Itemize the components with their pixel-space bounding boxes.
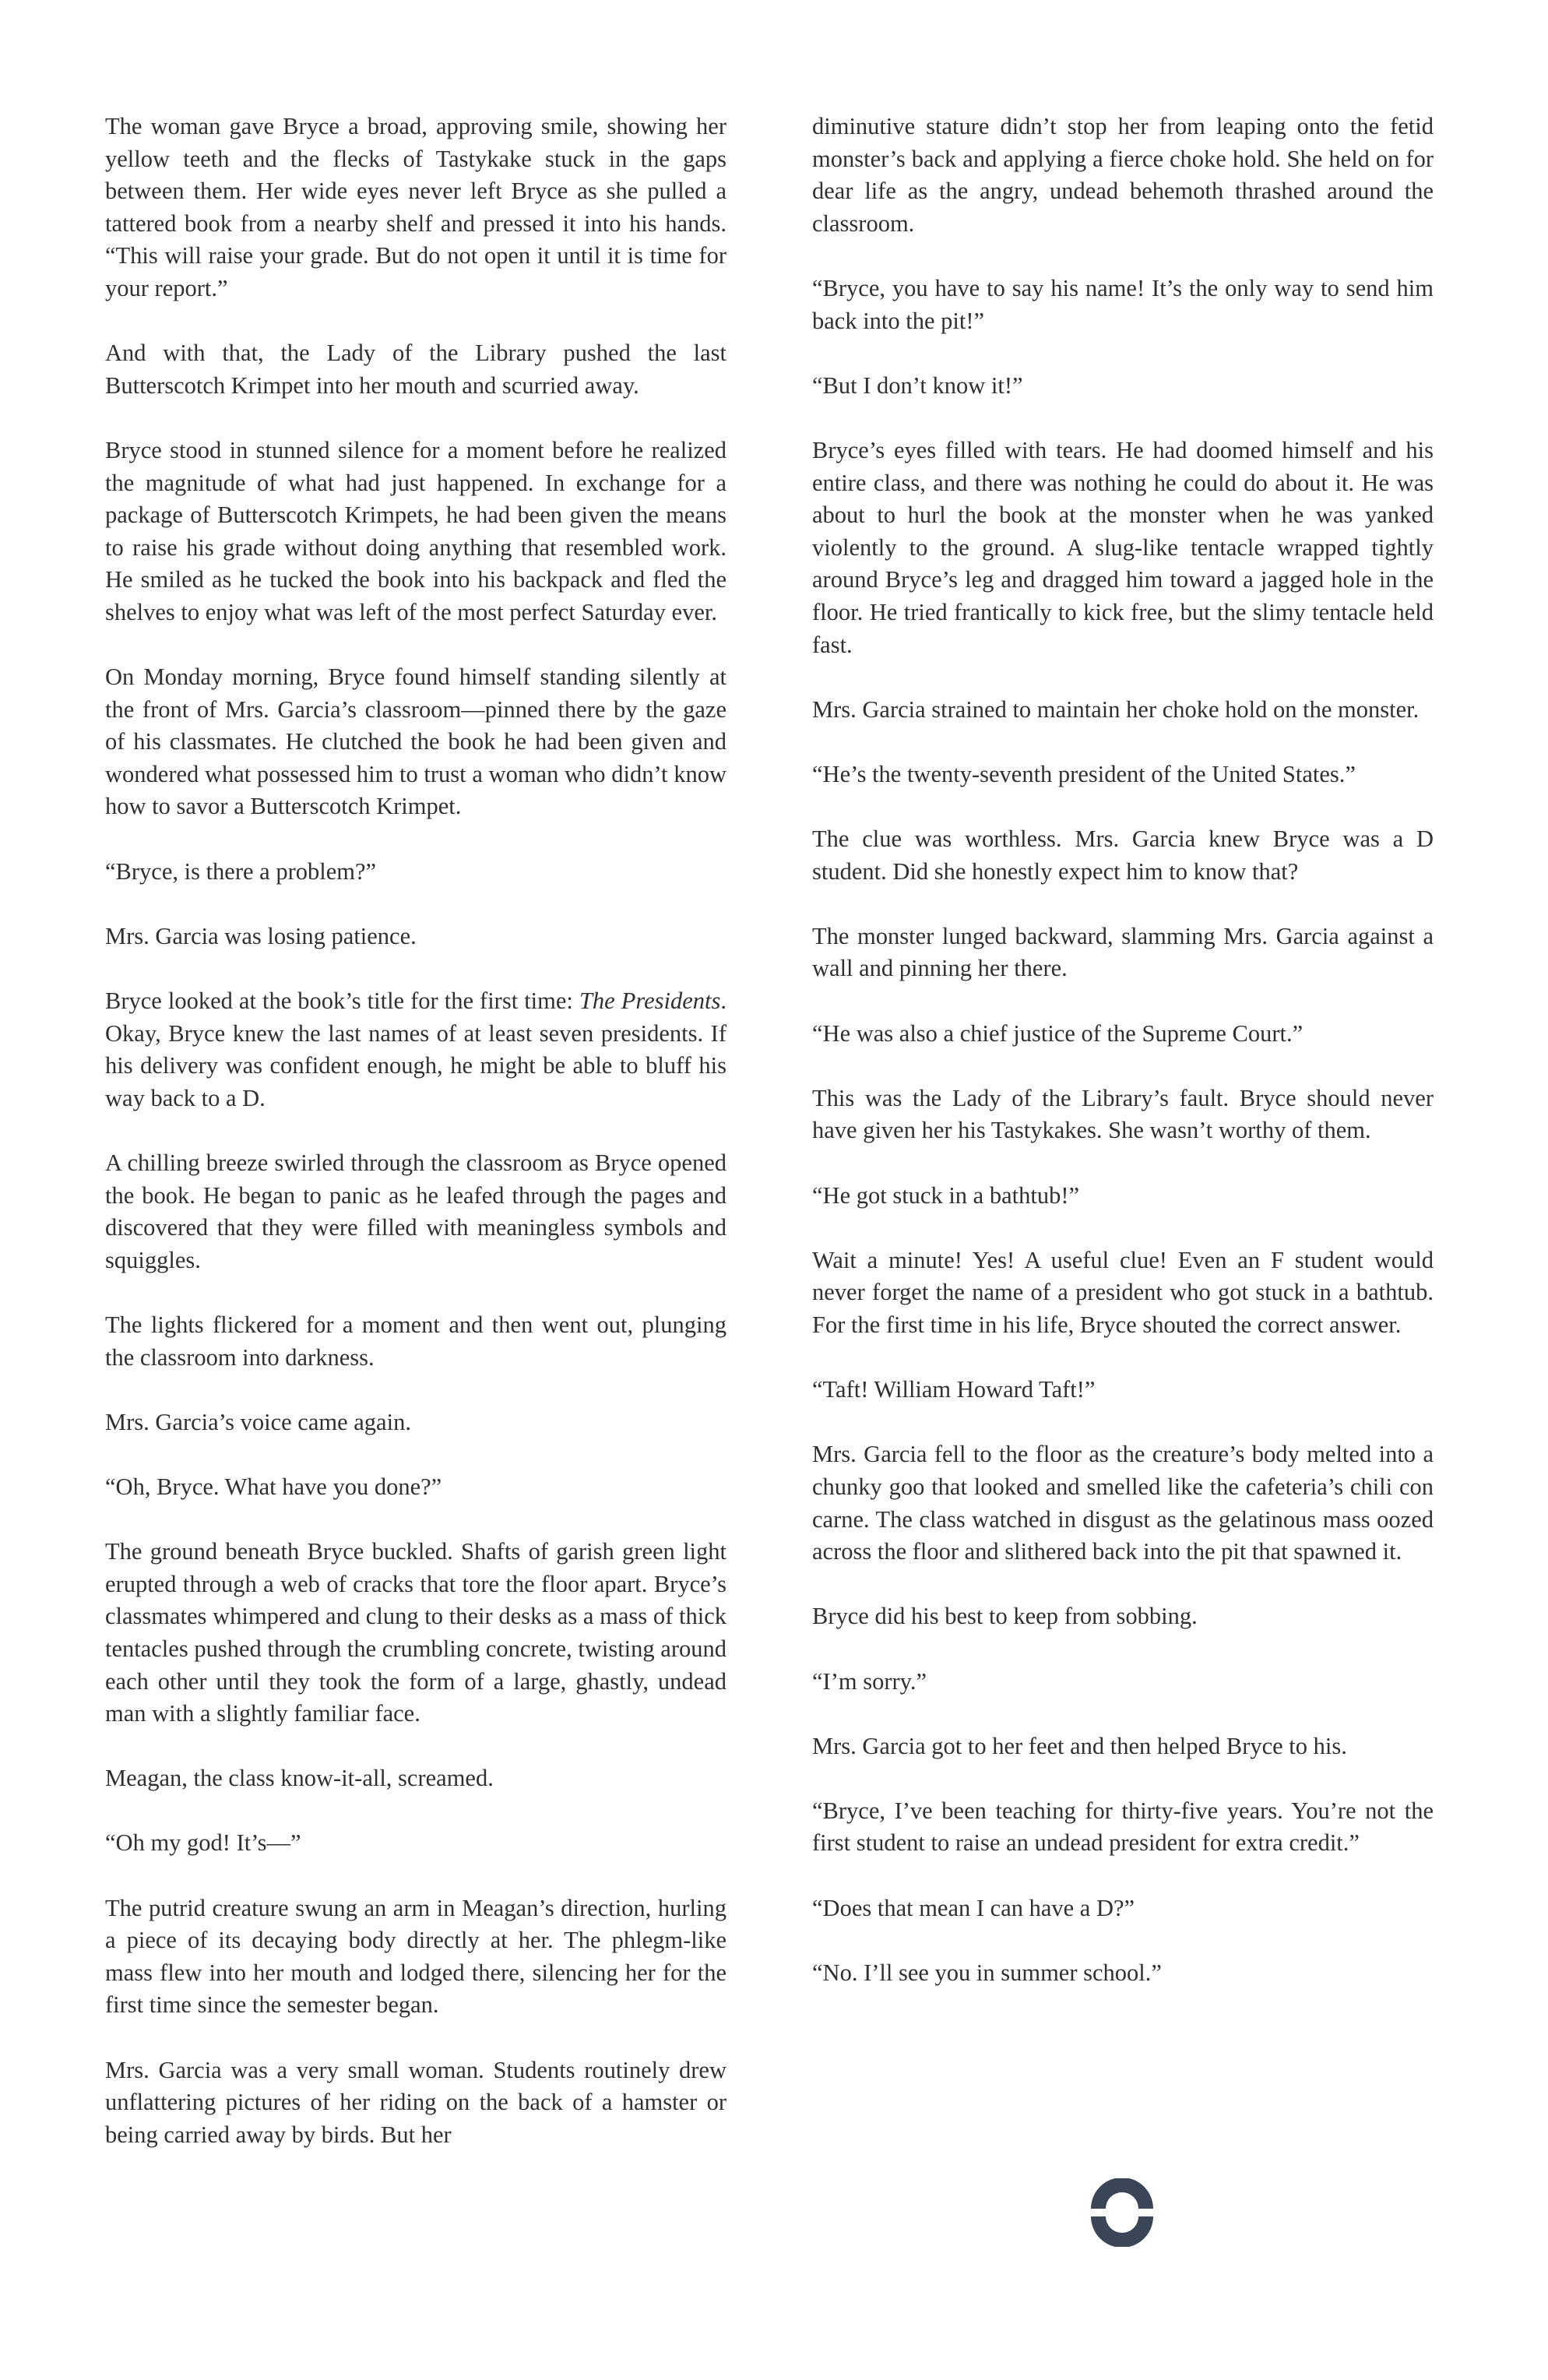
book-title: The Presidents — [579, 988, 721, 1015]
paragraph: “Does that mean I can have a D?” — [812, 1894, 1135, 1921]
left-column — [105, 111, 727, 2151]
paragraph: “He was also a chief justice of the Supreme Court.” — [812, 1019, 1303, 1047]
paragraph: Wait a minute! Yes! A useful clue! Even an F student would never forget the name of a president who got stuck in a bathtub. For the first time in his life, Bryce shouted the correct answer. — [812, 1246, 1434, 1338]
paragraph: The monster lunged backward, slamming Mrs. Garcia against a wall and pinning her there. — [812, 922, 1434, 982]
paragraph: This was the Lady of the Library’s fault. Bryce should never have given her his Tastykakes. She wasn’t worthy of them. — [812, 1084, 1434, 1144]
paragraph: “He’s the twenty-seventh president of the United States.” — [812, 760, 1356, 787]
paragraph: The putrid creature swung an arm in Meagan’s direction, hurling a piece of its decaying body directly at her. The phlegm-like mass flew into her mouth and lodged there, silencing her for the first time since the semester began. — [105, 1894, 727, 2019]
paragraph: Mrs. Garcia’s voice came again. — [105, 1408, 411, 1435]
paragraph: Mrs. Garcia was a very small woman. Students routinely drew unflattering pictures of her riding on the back of a hamster or being carried away by birds. But her — [105, 2056, 727, 2148]
end-of-story-icon-graphic — [1088, 2178, 1156, 2247]
paragraph: “I’m sorry.” — [812, 1667, 927, 1695]
paragraph: “Taft! William Howard Taft!” — [812, 1376, 1096, 1403]
paragraph: “Bryce, is there a problem?” — [105, 857, 377, 885]
paragraph: Bryce did his best to keep from sobbing. — [812, 1603, 1198, 1630]
paragraph: “Oh, Bryce. What have you done?” — [105, 1473, 442, 1500]
paragraph: “Oh my god! It’s—” — [105, 1829, 301, 1857]
paragraph: A chilling breeze swirled through the classroom as Bryce opened the book. He began to panic as he leafed through the pages and discovered that they were filled with meaningless symbols and squiggles. — [105, 1150, 727, 1273]
paragraph: diminutive stature didn’t stop her from leaping onto the fetid monster’s back and applying a fierce choke hold. She held on for dear life as the angry, undead behemoth thrashed around the classroom. — [812, 113, 1434, 237]
paragraph: The lights flickered for a moment and then went out, plunging the classroom into darkness. — [105, 1311, 727, 1371]
paragraph: Bryce stood in stunned silence for a moment before he realized the magnitude of what had just happened. In exchange for a package of Butterscotch Krimpets, he had been given the means to raise his grade without doing anything that resembled work. He smiled as he tucked the book into his backpack and fled the shelves to enjoy what was left of the most perfect Saturday ever. — [105, 436, 727, 625]
paragraph: “Bryce, you have to say his name! It’s the only way to send him back into the pit!” — [812, 274, 1434, 334]
right-column — [812, 111, 1434, 1989]
paragraph: “He got stuck in a bathtub!” — [812, 1181, 1080, 1209]
paragraph: Mrs. Garcia was losing patience. — [105, 922, 417, 949]
paragraph: And with that, the Lady of the Library pushed the last Butterscotch Krimpet into her mouth and scurried away. — [105, 340, 727, 399]
paragraph: Meagan, the class know-it-all, screamed. — [105, 1765, 494, 1792]
paragraph: Mrs. Garcia strained to maintain her choke hold on the monster. — [812, 695, 1420, 723]
paragraph-text: Bryce looked at the book’s title for the first time: — [105, 988, 579, 1015]
paragraph: Mrs. Garcia fell to the floor as the creature’s body melted into a chunky goo that looked and smelled like the cafeteria’s chili con carne. The class watched in disgust as the gelatinous mass oozed across the floor and slithered back into the pit that spawned it. — [812, 1441, 1434, 1565]
end-of-story-icon — [1088, 2178, 1156, 2247]
paragraph: “Bryce, I’ve been teaching for thirty-five years. You’re not the first student to raise an undead president for extra credit.” — [812, 1797, 1434, 1857]
paragraph: The ground beneath Bryce buckled. Shafts of garish green light erupted through a web of cracks that tore the floor apart. Bryce’s classmates whimpered and clung to their desks as a mass of thick tentacles pushed through the crumbling concrete, twisting around each other until they took the form of a large, ghastly, undead man with a slightly familiar face. — [105, 1538, 727, 1727]
paragraph: On Monday morning, Bryce found himself standing silently at the front of Mrs. Garcia’s classroom—pinned there by the gaze of his classmates. He clutched the book he had been given and wondered what possessed him to trust a woman who didn’t know how to savor a Butterscotch Krimpet. — [105, 664, 727, 820]
paragraph: The woman gave Bryce a broad, approving smile, showing her yellow teeth and the flecks of Tastykake stuck in the gaps between them. Her wide eyes never left Bryce as she pulled a tattered book from a nearby shelf and pressed it into his hands. “This will raise your grade. But do not open it until it is time for your report.” — [105, 113, 727, 301]
paragraph: “But I don’t know it!” — [812, 371, 1023, 399]
paragraph: Mrs. Garcia got to her feet and then helped Bryce to his. — [812, 1732, 1347, 1759]
paragraph — [105, 985, 727, 1114]
paragraph: The clue was worthless. Mrs. Garcia knew Bryce was a D student. Did she honestly expect him to know that? — [812, 826, 1434, 885]
paragraph-text: . Okay, Bryce knew the last names of at least seven presidents. If his delivery was confident enough, he might be able to bluff his way back to a D. — [105, 988, 727, 1111]
paragraph: “No. I’ll see you in summer school.” — [812, 1959, 1162, 1986]
paragraph: Bryce’s eyes filled with tears. He had doomed himself and his entire class, and there was nothing he could do about it. He was about to hurl the book at the monster when he was yanked violently to the ground. A slug-like tentacle wrapped tightly around Bryce’s leg and dragged him toward a jagged hole in the floor. He tried frantically to kick free, but the slimy tentacle held fast. — [812, 436, 1434, 658]
